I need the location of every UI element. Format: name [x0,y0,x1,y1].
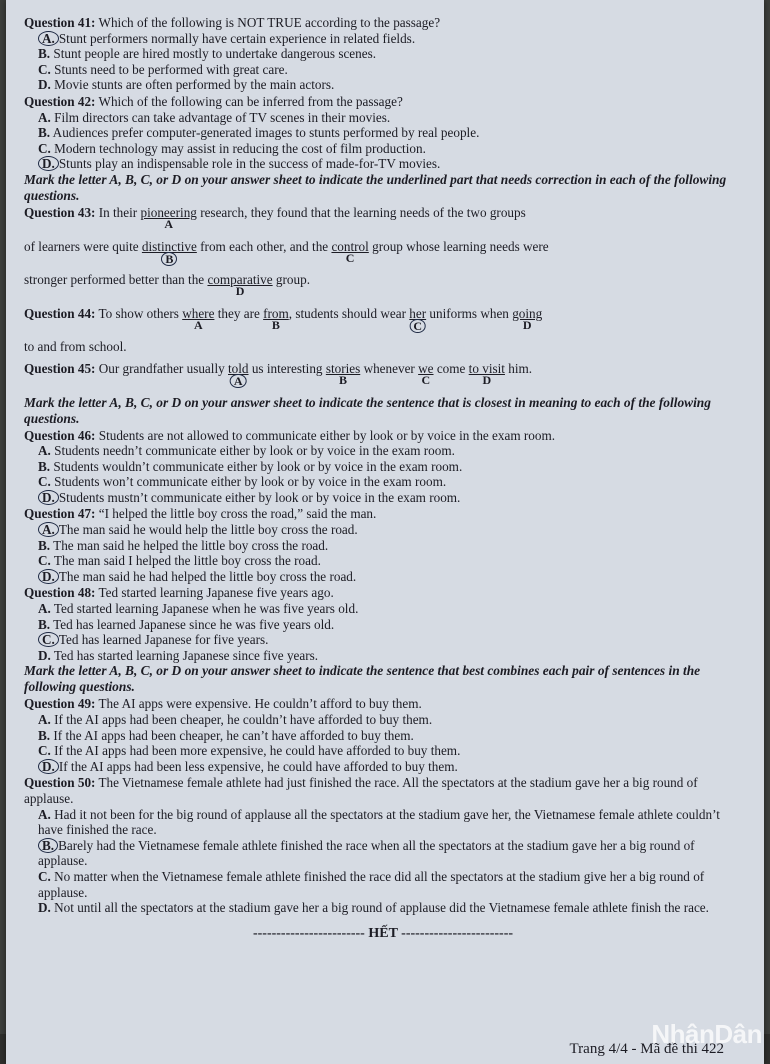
sentence-text: they are [214,305,264,321]
option-text: Had it not been for the big round of applause all the spectators at the stadium gave her, the Vietnamese female athlete couldn’t have finished the race. [38,806,720,838]
part-letter: D [235,284,245,299]
underlined-word: we [418,360,434,376]
option-text: Not until all the spectators at the stadium gave her a big round of applause did the Vietnamese female athlete finish the race. [54,900,709,916]
section-instruction-meaning: Mark the letter A, B, C, or D on your answer sheet to indicate the sentence that is closest in meaning to each of the following questions. [24,394,711,426]
option-letter: B. [38,727,51,743]
underlined-word: her [409,305,427,321]
option-49-d [24,759,742,775]
question-stem: Which of the following is NOT TRUE according to the passage? [98,15,441,30]
option-letter: C. [38,868,51,884]
option-50-c [24,869,742,900]
option-48-c [24,632,742,648]
answer-circle: B [161,252,177,266]
option-text: The man said I helped the little boy cross the road. [53,553,321,569]
underlined-word: told [228,360,249,376]
option-letter: B. [38,125,51,141]
question-number: Question 44: [24,305,96,321]
underlined-part-c [409,305,427,333]
sentence-text: whenever [360,360,419,376]
question-45 [24,360,742,388]
part-letter: A [164,216,174,231]
question-44-line-1 [24,305,742,333]
end-marker [24,926,742,942]
question-stem: “I helped the little boy cross the road,” said the man. [98,506,377,522]
option-text: Stunts play an indispensable role in the success of made-for-TV movies. [58,156,441,172]
question-43-line-3 [24,272,742,299]
option-text: Students wouldn’t communicate either by look or by voice in the exam room. [53,458,463,474]
question-number: Question 46: [24,427,96,443]
exam-page [6,0,764,1064]
option-text: Ted has learned Japanese since he was five years old. [53,616,335,632]
underlined-word: going [512,305,543,321]
answer-circle: A. [38,31,59,46]
option-text: If the AI apps had been more expensive, he could have afforded to buy them. [54,743,461,759]
option-text: Stunt performers normally have certain experience in related fields. [58,30,416,46]
option-text: Audiences prefer computer-generated images to stunts performed by real people. [52,125,480,141]
end-dash-right: ------------------------ [401,925,514,941]
option-text: Ted has learned Japanese for five years. [58,632,269,648]
option-text: Stunts need to be performed with great care. [54,61,288,77]
option-42-d [24,156,742,172]
question-stem: The AI apps were expensive. He couldn’t afford to buy them. [98,696,422,712]
option-text: If the AI apps had been cheaper, he can’t have afforded to buy them. [53,727,414,743]
part-letter: C [421,372,431,387]
question-48 [24,585,742,601]
question-41 [24,15,742,31]
part-letter: A [193,317,203,332]
option-text: Students won’t communicate either by look or by voice in the exam room. [54,474,447,490]
part-letter: B [339,372,348,387]
question-number: Question 45: [24,360,96,376]
part-letter: B [271,317,280,332]
underlined-word: pioneering [140,204,197,220]
option-letter: C. [38,61,51,77]
option-letter: C. [38,140,51,156]
option-letter: A. [38,712,51,727]
option-49-b [24,728,742,744]
option-letter: D. [38,647,51,663]
question-43-line-1 [24,204,742,231]
option-42-a [24,110,742,126]
option-41-a [24,31,742,47]
option-text: If the AI apps had been less expensive, he could have afforded to buy them. [58,758,458,774]
underlined-word: to visit [468,360,505,376]
underlined-part-a [182,305,215,332]
option-42-c [24,141,742,157]
section-instruction-combine: Mark the letter A, B, C, or D on your answer sheet to indicate the sentence that best combines each pair of sentences in the following questions. [24,663,701,695]
question-46 [24,428,742,444]
option-letter: A. [38,443,51,459]
sentence-text: to and from school. [24,339,127,355]
underlined-word: comparative [207,272,273,288]
end-dash-left: ------------------------ [252,925,365,941]
question-47 [24,506,742,522]
answer-circle: A [230,374,247,388]
option-text: The man said he helped the little boy cross the road. [53,537,329,553]
option-46-c [24,474,742,490]
option-letter: A. [38,601,51,617]
option-text: No matter when the Vietnamese female athlete finished the race did all the spectators at the stadium give her a big round of applause. [38,868,705,900]
option-46-a [24,443,742,459]
option-text: Barely had the Vietnamese female athlete finished the race when all the spectators at the stadium gave her a big round of applause. [38,837,695,869]
option-49-c [24,743,742,759]
option-48-b [24,617,742,633]
question-number: Question 43: [24,204,96,220]
question-number: Question 48: [24,585,96,601]
answer-circle: C. [38,632,59,647]
question-43-line-2 [24,238,742,266]
option-letter: A. [38,109,51,125]
option-47-a [24,522,742,538]
option-text: Ted started learning Japanese when he was five years old. [53,601,359,617]
underlined-part-b [141,238,197,266]
option-text: The man said he had helped the little boy cross the road. [58,568,357,584]
option-text: Stunt people are hired mostly to undertake dangerous scenes. [53,46,377,62]
end-label: HẾT [368,925,398,941]
question-number: Question 49: [24,696,96,712]
underlined-word: distinctive [141,238,197,254]
underlined-part-b [263,305,289,332]
question-44-line-2 [24,339,742,355]
question-50 [24,775,742,806]
sentence-text: research, they found that the learning needs of the two groups [196,204,526,220]
option-text: If the AI apps had been cheaper, he couldn’t have afforded to buy them. [54,712,433,727]
underlined-word: stories [325,360,361,376]
answer-circle: B. [38,838,58,853]
page-footer: Trang 4/4 - Mã đề thi 422 [569,1041,724,1057]
option-letter: B. [38,537,51,553]
option-50-a [24,807,742,838]
option-41-c [24,62,742,78]
question-49 [24,696,742,712]
option-50-d [24,900,742,916]
answer-circle: D. [38,759,59,774]
answer-circle: D. [38,569,59,584]
option-46-d [24,490,742,506]
question-number: Question 50: [24,775,96,791]
question-stem: Students are not allowed to communicate either by look or by voice in the exam room. [98,427,556,443]
option-41-b [24,46,742,62]
underlined-word: control [331,238,369,254]
option-letter: B. [38,458,51,474]
option-letter: B. [38,616,51,632]
option-47-d [24,569,742,585]
option-text: Modern technology may assist in reducing the cost of film production. [54,140,426,156]
part-letter: C [345,250,355,265]
sentence-text: us interesting [248,360,326,376]
option-letter: C. [38,474,51,490]
sentence-text: of learners were quite [24,238,142,254]
answer-circle: D. [38,156,59,171]
underlined-part-a [228,360,249,388]
question-stem: Ted started learning Japanese five years ago. [98,585,334,601]
question-number: Question 41: [24,15,96,30]
option-47-b [24,538,742,554]
sentence-text: , students should wear [288,305,410,321]
underlined-part-b [325,360,361,387]
watermark-logo: NhânDân [651,1019,762,1049]
answer-circle: C [409,319,426,333]
option-41-d [24,77,742,93]
option-text: Film directors can take advantage of TV scenes in their movies. [54,109,391,125]
question-number: Question 47: [24,506,96,522]
sentence-text: group whose learning needs were [368,238,549,254]
sentence-text: uniforms when [426,305,513,321]
option-letter: B. [38,46,51,62]
option-42-b [24,125,742,141]
option-letter: D. [38,77,51,93]
option-48-a [24,601,742,617]
section-instruction-error: Mark the letter A, B, C, or D on your answer sheet to indicate the underlined part that needs correction in each of the following questions. [24,171,727,203]
question-number: Question 42: [24,93,96,109]
page-content [24,14,742,942]
underlined-word: from [263,305,289,321]
sentence-text: him. [504,360,533,376]
sentence-text: from each other, and the [196,238,332,254]
question-stem: The Vietnamese female athlete had just finished the race. All the spectators at the stadium gave her a big round of applause. [24,775,698,806]
underlined-part-d [512,305,543,332]
option-text: Students needn’t communicate either by look or by voice in the exam room. [54,443,455,459]
option-letter: C. [38,743,51,759]
option-46-b [24,459,742,475]
part-letter: D [482,372,492,387]
sentence-text: stronger performed better than the [24,272,208,288]
option-text: The man said he would help the little boy cross the road. [58,522,358,538]
option-49-a [24,712,742,728]
question-stem: Which of the following can be inferred from the passage? [98,93,403,109]
sentence-text: come [433,360,469,376]
option-48-d [24,648,742,664]
sentence-text: Our grandfather usually [98,360,229,376]
option-letter: D. [38,900,51,916]
option-letter: C. [38,553,51,569]
option-50-b [24,838,742,869]
underlined-part-d [207,272,273,299]
answer-circle: A. [38,522,59,537]
underlined-part-a [140,204,197,231]
sentence-text: To show others [98,305,183,321]
question-42 [24,94,742,110]
option-text: Movie stunts are often performed by the main actors. [54,77,335,93]
answer-circle: D. [38,490,59,505]
underlined-part-c [331,238,369,265]
underlined-word: where [182,305,215,321]
sentence-text: In their [98,204,141,220]
underlined-part-c [418,360,434,387]
option-text: Ted has started learning Japanese since five years. [53,647,319,663]
sentence-text: group. [272,272,310,288]
part-letter: D [522,317,532,332]
option-letter: A. [38,806,51,822]
option-47-c [24,553,742,569]
option-text: Students mustn’t communicate either by look or by voice in the exam room. [58,489,461,505]
underlined-part-d [468,360,505,387]
